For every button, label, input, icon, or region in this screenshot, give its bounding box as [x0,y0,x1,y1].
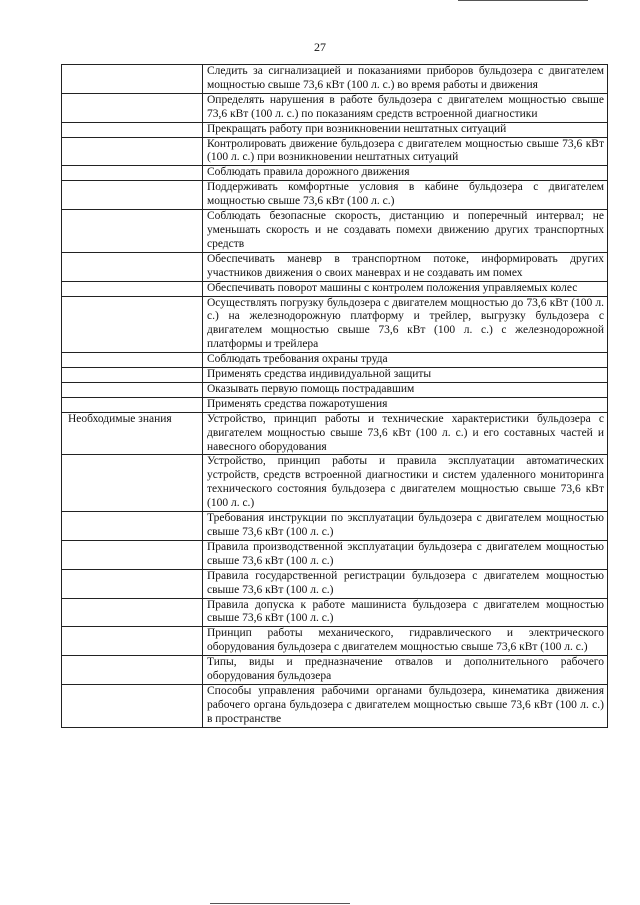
row-text-cell: Поддерживать комфортные условия в кабине бульдозера с двигателем мощностью свыше 73,6 кВт (100 л. с.) [203,181,608,210]
table-row [62,540,608,569]
row-text-cell: Правила государственной регистрации бульдозера с двигателем мощностью свыше 73,6 кВт (100 л. с.) [203,569,608,598]
row-label-cell [62,598,203,627]
row-label-cell [62,512,203,541]
table-row [62,598,608,627]
table-row [62,166,608,181]
row-text-cell: Типы, виды и предназначение отвалов и дополнительного рабочего оборудования бульдозера [203,656,608,685]
row-text-cell: Принцип работы механического, гидравлического и электрического оборудования бульдозера с двигателем мощностью свыше 73,6 кВт (100 л. с.) [203,627,608,656]
row-text-cell: Устройство, принцип работы и правила эксплуатации автоматических устройств, средств встроенной диагностики и систем удаленного мониторинга технического состояния бульдозера с двигателем мощностью свыше 73,6 кВт (100 л. с.) [203,455,608,512]
row-text-cell: Соблюдать безопасные скорость, дистанцию и поперечный интервал; не уменьшать скорость и не создавать помехи движению других транспортных средств [203,210,608,253]
row-text-cell: Правила допуска к работе машиниста бульдозера с двигателем мощностью свыше 73,6 кВт (100 л. с.) [203,598,608,627]
row-label-cell [62,122,203,137]
row-label-cell [62,210,203,253]
row-text-cell: Соблюдать требования охраны труда [203,353,608,368]
table-row [62,252,608,281]
row-label-cell [62,181,203,210]
table-row [62,65,608,94]
row-label-cell [62,684,203,727]
row-text-cell: Применять средства индивидуальной защиты [203,368,608,383]
scan-edge-mark-top [458,0,588,1]
requirements-table-body [62,65,608,728]
row-label-cell [62,137,203,166]
row-label-cell [62,656,203,685]
table-row [62,281,608,296]
row-label-cell [62,65,203,94]
row-text-cell: Применять средства пожаротушения [203,397,608,412]
row-label-cell [62,353,203,368]
table-row [62,397,608,412]
row-label-cell [62,569,203,598]
row-text-cell: Устройство, принцип работы и технические характеристики бульдозера с двигателем мощностью свыше 73,6 кВт (100 л. с.) и его составных частей и навесного оборудования [203,412,608,455]
table-row [62,93,608,122]
row-label-cell [62,166,203,181]
table-row [62,512,608,541]
row-text-cell: Правила производственной эксплуатации бульдозера с двигателем мощностью свыше 73,6 кВт (100 л. с.) [203,540,608,569]
table-row [62,181,608,210]
table-row [62,122,608,137]
table-row [62,412,608,455]
requirements-table [61,64,608,728]
row-label-cell [62,281,203,296]
table-row [62,137,608,166]
row-text-cell: Соблюдать правила дорожного движения [203,166,608,181]
row-text-cell: Обеспечивать поворот машины с контролем положения управляемых колес [203,281,608,296]
row-label-cell [62,455,203,512]
table-row [62,296,608,353]
table-row [62,455,608,512]
page-number: 27 [314,40,326,54]
scan-edge-mark-bottom [210,903,350,904]
row-label-cell: Необходимые знания [62,412,203,455]
row-label-cell [62,368,203,383]
table-row [62,368,608,383]
row-label-cell [62,93,203,122]
row-text-cell: Осуществлять погрузку бульдозера с двигателем мощностью до 73,6 кВт (100 л. с.) на железнодорожную платформу и трейлер, выгрузку бульдозера с двигателем мощностью свыше 73,6 кВт (100 л. с.) с железнодорожной платформы и трейлера [203,296,608,353]
row-label-cell [62,252,203,281]
table-row [62,656,608,685]
row-text-cell: Определять нарушения в работе бульдозера с двигателем мощностью свыше 73,6 кВт (100 л. с.) по показаниям средств встроенной диагностики [203,93,608,122]
row-text-cell: Требования инструкции по эксплуатации бульдозера с двигателем мощностью свыше 73,6 кВт (100 л. с.) [203,512,608,541]
table-row [62,627,608,656]
row-text-cell: Контролировать движение бульдозера с двигателем мощностью свыше 73,6 кВт (100 л. с.) при возникновении нештатных ситуаций [203,137,608,166]
row-label-cell [62,540,203,569]
row-text-cell: Оказывать первую помощь пострадавшим [203,382,608,397]
table-row [62,684,608,727]
table-row [62,353,608,368]
row-text-cell: Обеспечивать маневр в транспортном потоке, информировать других участников движения о своих маневрах и не создавать им помех [203,252,608,281]
table-row [62,382,608,397]
row-label-cell [62,397,203,412]
table-row [62,210,608,253]
row-label-cell [62,296,203,353]
row-label-cell [62,627,203,656]
row-text-cell: Следить за сигнализацией и показаниями приборов бульдозера с двигателем мощностью свыше 73,6 кВт (100 л. с.) во время работы и движения [203,65,608,94]
row-text-cell: Прекращать работу при возникновении нештатных ситуаций [203,122,608,137]
table-row [62,569,608,598]
row-label-cell [62,382,203,397]
row-text-cell: Способы управления рабочими органами бульдозера, кинематика движения рабочего органа бульдозера с двигателем мощностью свыше 73,6 кВт (100 л. с.) в пространстве [203,684,608,727]
